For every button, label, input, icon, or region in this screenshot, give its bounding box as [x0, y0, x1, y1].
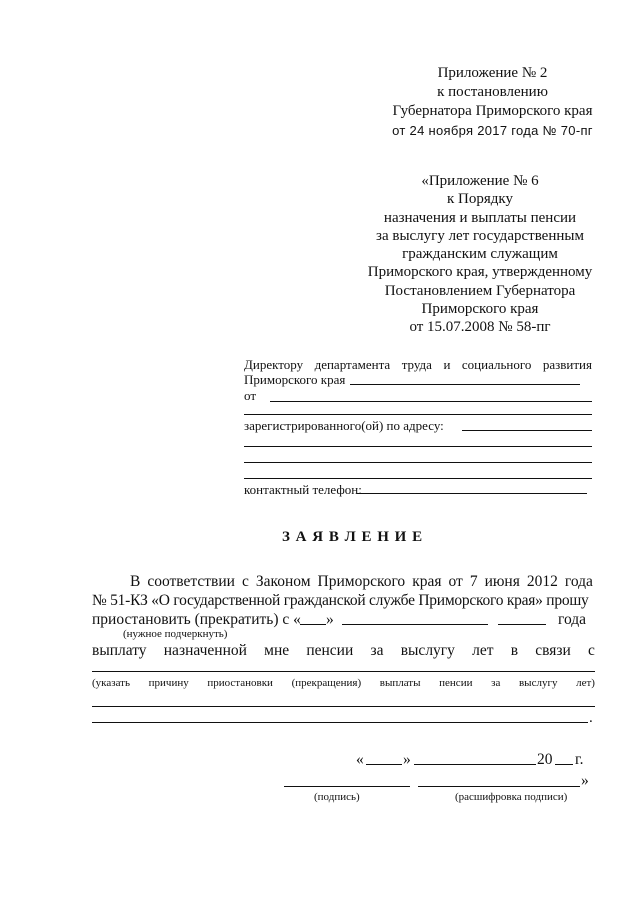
- appendix-6-line: Постановлением Губернатора: [384, 282, 576, 299]
- appendix-6-line: Приморского края: [421, 301, 539, 318]
- body-line-3-prefix: приостановить (прекратить) с «: [92, 611, 301, 628]
- signature-decode-line: [418, 786, 580, 787]
- addressee-phone: контактный телефон:: [244, 482, 362, 497]
- date-day-blank: [366, 764, 402, 765]
- month-blank: [342, 624, 488, 625]
- signature-line: [284, 786, 410, 787]
- addressee-from-line: [270, 401, 592, 402]
- year-blank: [498, 624, 546, 625]
- signature-close-quote: »: [581, 772, 589, 789]
- reason-line-2: [92, 706, 595, 707]
- appendix-2-block: [380, 64, 605, 140]
- date-year-suffix: г.: [575, 751, 584, 768]
- appendix-2-governor: Губернатора Приморского края: [392, 103, 593, 119]
- appendix-6-block: [345, 172, 615, 337]
- note-underline: (нужное подчеркнуть): [123, 628, 228, 640]
- address-line-3: [244, 462, 592, 463]
- appendix-2-title: Приложение № 2: [437, 65, 548, 81]
- reason-end-dot: .: [589, 710, 593, 726]
- reason-hint: (указать причину приостановки (прекращения) выплаты пенсии за выслугу лет): [92, 677, 595, 689]
- appendix-6-line: «Приложение № 6: [421, 173, 539, 189]
- reason-line-3: [92, 722, 588, 723]
- appendix-6-line: за выслугу лет государственным: [376, 227, 584, 244]
- phone-line: [357, 493, 587, 494]
- addressee-region: Приморского края: [244, 372, 346, 387]
- appendix-6-line: от 15.07.2008 № 58-пг: [409, 319, 551, 336]
- appendix-2-ref: к постановлению: [437, 84, 548, 100]
- day-blank: [300, 624, 326, 625]
- appendix-6-line: назначения и выплаты пенсии: [383, 209, 577, 226]
- body-line-4: выплату назначенной мне пенсии за выслугу лет в связи с: [92, 642, 595, 659]
- date-close-quote: »: [403, 751, 411, 768]
- document-title: З А Я В Л Е Н И Е: [282, 529, 424, 545]
- address-line-2: [244, 446, 592, 447]
- appendix-6-line: к Порядку: [447, 191, 513, 208]
- body-line-3-quote: »: [326, 611, 334, 628]
- addressee-director: Директору департамента труда и социального развития: [244, 357, 592, 372]
- signature-label: (подпись): [314, 791, 360, 803]
- signature-decode-label: (расшифровка подписи): [455, 791, 568, 803]
- appendix-6-line: гражданским служащим: [402, 246, 558, 263]
- reason-line-1: [92, 671, 595, 672]
- addressee-registered: зарегистрированного(ой) по адресу:: [244, 418, 444, 433]
- addressee-blank-line: [244, 414, 592, 415]
- address-line-1: [462, 430, 592, 431]
- date-century: 20: [537, 751, 553, 768]
- date-open-quote: «: [356, 751, 364, 768]
- addressee-from: от: [244, 388, 257, 403]
- appendix-6-line: Приморского края, утвержденному: [367, 264, 593, 281]
- body-line-1: В соответствии с Законом Приморского края от 7 июня 2012 года: [130, 573, 593, 590]
- address-line-4: [244, 478, 592, 479]
- date-year-blank: [555, 764, 573, 765]
- body-line-3-year: года: [558, 611, 587, 628]
- addressee-region-line: [350, 384, 580, 385]
- body-line-2: № 51-КЗ «О государственной гражданской службе Приморского края» прошу: [92, 592, 589, 609]
- date-month-blank: [414, 764, 536, 765]
- appendix-2-date: от 24 ноября 2017 года № 70-пг: [392, 123, 593, 138]
